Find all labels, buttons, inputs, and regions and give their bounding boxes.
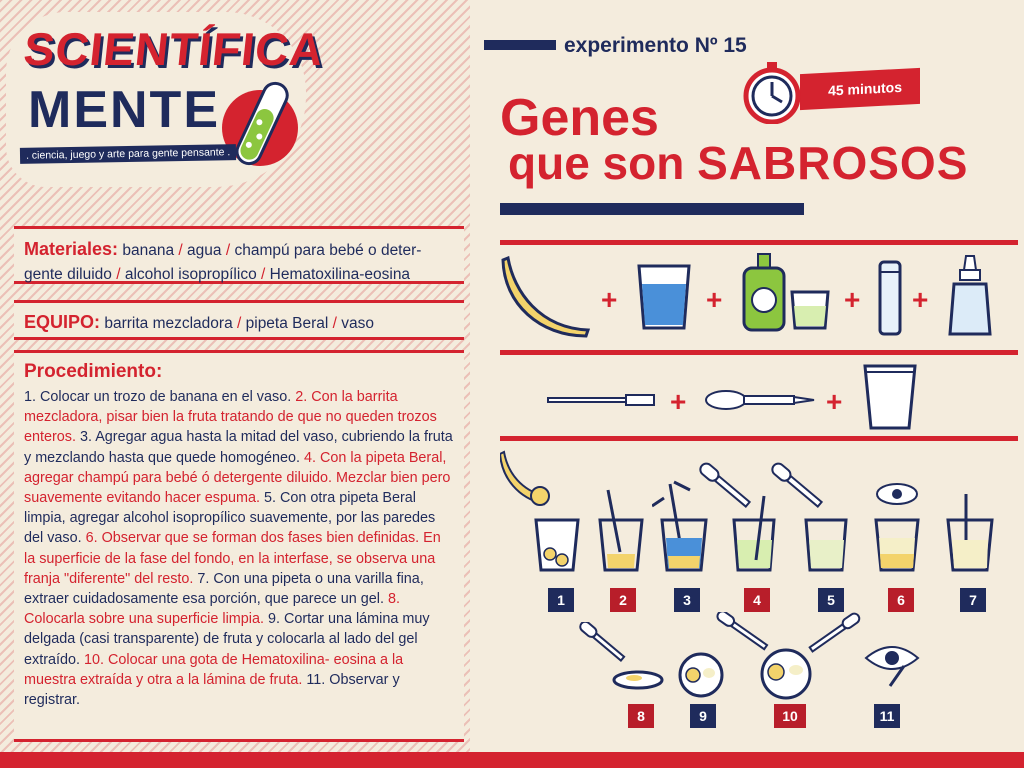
step-number-3: 3 (674, 588, 700, 612)
cup-step-5-icon (766, 456, 852, 572)
logo-tagline: . ciencia, juego y arte para gente pensante . (20, 144, 237, 164)
step-number-1: 1 (548, 588, 574, 612)
materiales-box: Materiales: banana / agua / champú para bebé o deter-gente diluido / alcohol isopropílico / Hematoxilina-eosina (14, 226, 464, 284)
banana-icon (500, 252, 595, 338)
plus-icon: + (601, 284, 618, 315)
proc-step-1: 1. Colocar un trozo de banana en el vaso. (24, 389, 296, 405)
material-item: agua (187, 242, 222, 259)
step-number-4: 4 (744, 588, 770, 612)
duration-badge: 45 minutos (800, 68, 920, 110)
dropper-bottle-icon (946, 254, 994, 340)
plus-icon: + (826, 386, 843, 417)
title-line2a: que son (508, 137, 698, 189)
header-bar (484, 40, 556, 50)
proc-step-2: 2. Con la barrita mezcladora, pisar bien la fruta tratando de que no queden trozos enteros. (24, 389, 437, 446)
equipo-item: vaso (341, 315, 375, 332)
material-item: banana (122, 242, 175, 259)
equipo-item: barrita mezcladora (104, 315, 233, 332)
rule (500, 436, 1018, 441)
equipo-label: EQUIPO: (24, 312, 101, 332)
material-item: Hematoxilina-eosina (269, 266, 411, 283)
proc-step-9: 9. Cortar una lámina muy delgada (casi transparente) de fruta y colocarla al lado del gel extraído. (24, 611, 430, 668)
logo-line2: MENTE (28, 81, 220, 139)
step-number-5: 5 (818, 588, 844, 612)
clock-icon (740, 60, 804, 124)
rule (500, 350, 1018, 355)
step-number-10: 10 (774, 704, 806, 728)
title-line2 (508, 136, 968, 190)
proc-step-8: 8. Colocarla sobre una superficie limpia. (24, 591, 401, 628)
step-number-7: 7 (960, 588, 986, 612)
procedimiento-title: Procedimiento: (24, 361, 163, 382)
procedimiento-box (14, 350, 464, 742)
proc-step-10: 10. Colocar una gota de Hematoxilina- eosina a la muestra extraída y otra a la lámina de fruta. (24, 651, 404, 688)
step-number-9: 9 (690, 704, 716, 728)
cup-step-6-icon (872, 482, 922, 572)
experiment-label: experimento Nº 15 (564, 34, 747, 57)
materiales-label: Materiales: (24, 239, 119, 259)
rule (500, 240, 1018, 245)
observe-eye-icon (864, 640, 920, 688)
stirring-rod-icon (546, 392, 658, 408)
water-glass-icon (636, 262, 692, 332)
beral-pipette-icon (704, 388, 816, 412)
step-number-11: 11 (874, 704, 900, 728)
proc-step-4: 4. Con la pipeta Beral, agregar champú para bebé ó detergente diluido. Mezclar bien pero suavemente evitando hacer espuma. (24, 449, 451, 507)
equipo-box: EQUIPO: barrita mezcladora / pipeta Beral / vaso (14, 300, 464, 340)
title-line2b: SABROSOS (697, 137, 969, 189)
material-item: alcohol isopropílico (124, 266, 257, 283)
proc-step-6: 6. Observar que se forman dos fases bien definidas. En la superficie de la fase del fondo, en la interfase, se observa una franja "diferente" del resto. (24, 530, 441, 587)
plus-icon: + (912, 284, 929, 315)
cup-step-7-icon (946, 492, 994, 572)
cup-step-2-icon (598, 488, 644, 572)
material-item: champú para bebé o deter-gente diluido (24, 242, 422, 283)
cup-icon (862, 362, 918, 432)
banana-piece-icon (500, 448, 556, 508)
equipo-item: pipeta Beral (245, 315, 329, 332)
slide-step-10-icon (714, 612, 864, 702)
step-number-8: 8 (628, 704, 654, 728)
plate-step-8-icon (576, 622, 664, 692)
proc-step-5: 5. Con otra pipeta Beral limpia, agregar alcohol isopropílico suavemente, por las paredes del vaso. (24, 490, 436, 547)
procedimiento-text (24, 387, 454, 710)
test-tube-icon (220, 78, 300, 178)
bottom-bar (0, 752, 1024, 768)
step-number-6: 6 (888, 588, 914, 612)
logo-line1: SCIENTÍFICA (21, 23, 327, 75)
title-underline (500, 203, 804, 215)
title-line1: Genes (500, 89, 659, 147)
proc-step-11: 11. Observar y registrar. (24, 671, 400, 709)
cup-step-1-icon (534, 518, 580, 572)
proc-step-7: 7. Con una pipeta o una varilla fina, extraer cuidadosamente esa porción, que parece un gel. (24, 570, 424, 608)
plus-icon: + (670, 386, 687, 417)
step-number-2: 2 (610, 588, 636, 612)
plus-icon: + (844, 284, 861, 315)
proc-step-3: 3. Agregar agua hasta la mitad del vaso, cubriendo la fruta y mezclando hasta que quede homogéneo. (24, 429, 453, 466)
alcohol-tube-icon (876, 258, 904, 338)
shampoo-icon (740, 252, 832, 332)
plus-icon: + (706, 284, 723, 315)
